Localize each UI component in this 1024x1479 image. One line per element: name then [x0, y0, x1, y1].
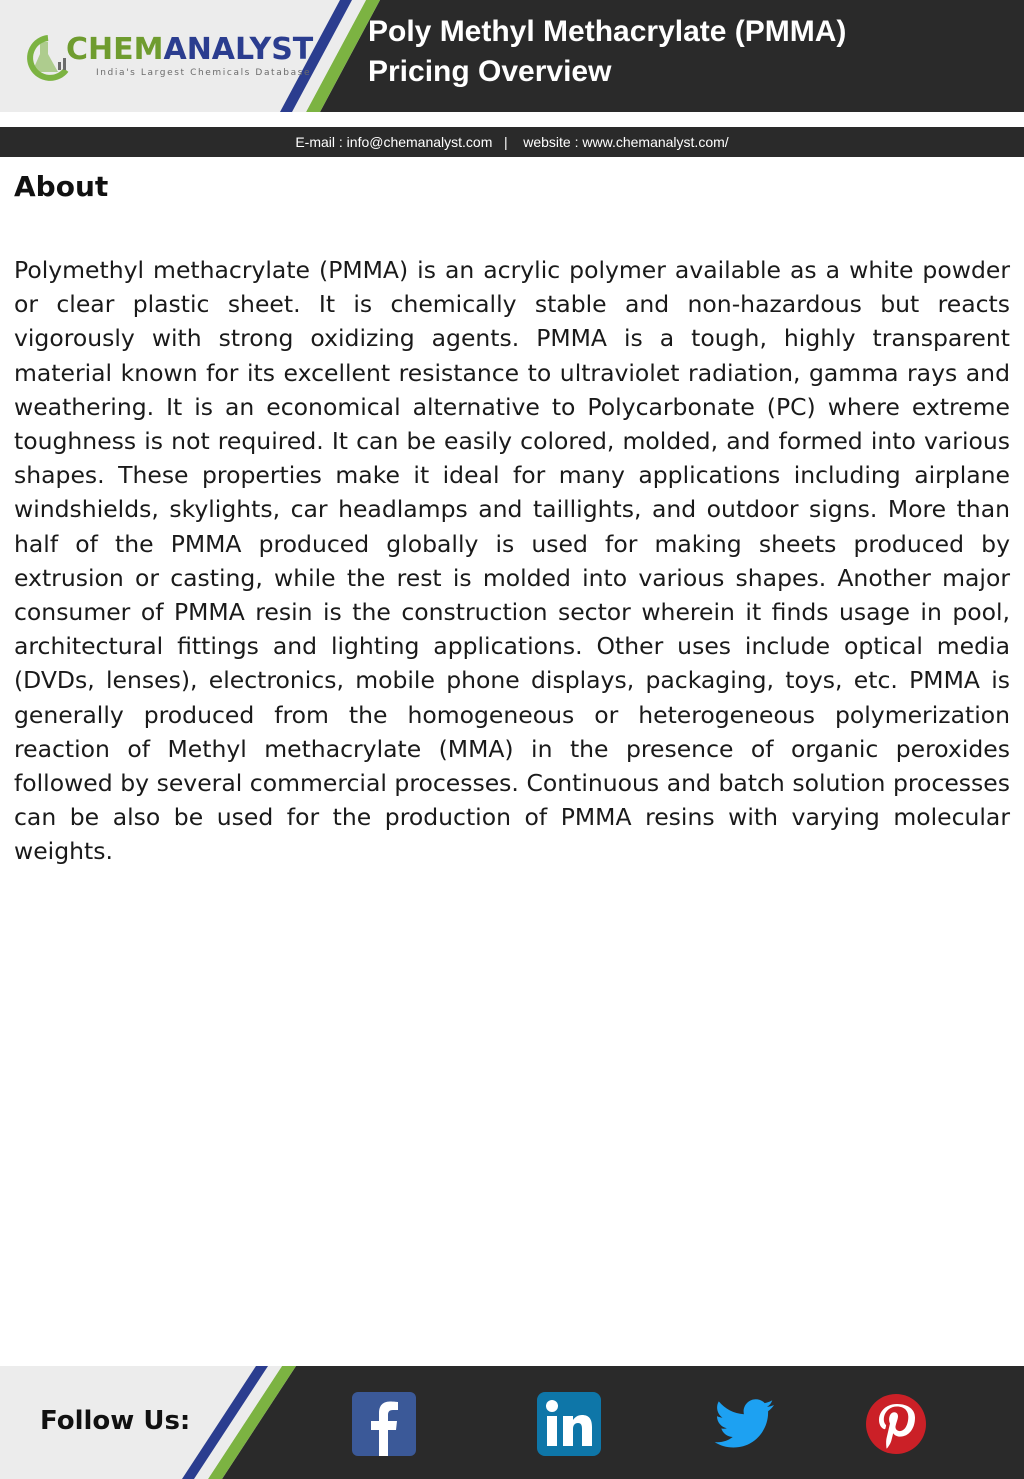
- page-title: [368, 12, 846, 92]
- logo-wordmark-part2: ANALYST: [163, 32, 314, 67]
- linkedin-icon[interactable]: [537, 1392, 601, 1456]
- page-title-line2: Pricing Overview: [368, 55, 612, 88]
- page-title-line1: Poly Methyl Methacrylate (PMMA): [368, 15, 847, 48]
- twitter-icon[interactable]: [712, 1392, 776, 1456]
- section-heading-about: About: [14, 170, 109, 203]
- page-footer: [0, 1366, 1024, 1479]
- pinterest-icon[interactable]: [864, 1392, 928, 1456]
- logo-wordmark-part1: CHEM: [66, 32, 164, 67]
- logo-wordmark: [66, 32, 313, 67]
- page-header: [0, 0, 1024, 112]
- chemanalyst-logo[interactable]: [18, 28, 314, 88]
- about-paragraph: Polymethyl methacrylate (PMMA) is an acrylic polymer available as a white powder or clear plastic sheet. It is chemically stable and non-hazardous but reacts vigorously with strong oxidizing agents. PMMA is a tough, highly transparent material known for its excellent resistance to ultraviolet radiation, gamma rays and weathering. It is an economical alternative to Polycarbonate (PC) where extreme toughness is not required. It can be easily colored, molded, and formed into various shapes. These properties make it ideal for many applications including airplane windshields, skylights, car headlamps and taillights, and outdoor signs. More than half of the PMMA produced globally is used for making sheets produced by extrusion or casting, while the rest is molded into various shapes. Another major consumer of PMMA resin is the construction sector wherein it finds usage in pool, architectural fittings and lighting applications. Other uses include optical media (DVDs, lenses), electronics, mobile phone displays, packaging, toys, etc. PMMA is generally produced from the homogeneous or heterogeneous polymerization reaction of Methyl methacrylate (MMA) in the presence of organic peroxides followed by several commercial processes. Continuous and batch solution processes can be also be used for the production of PMMA resins with varying molecular weights.: [14, 256, 1010, 866]
- contact-bar[interactable]: E-mail : info@chemanalyst.com | website : www.chemanalyst.com/: [0, 127, 1024, 157]
- follow-us-label: Follow Us:: [40, 1406, 191, 1436]
- logo-tagline: India's Largest Chemicals Database: [96, 68, 312, 78]
- facebook-icon[interactable]: [352, 1392, 416, 1456]
